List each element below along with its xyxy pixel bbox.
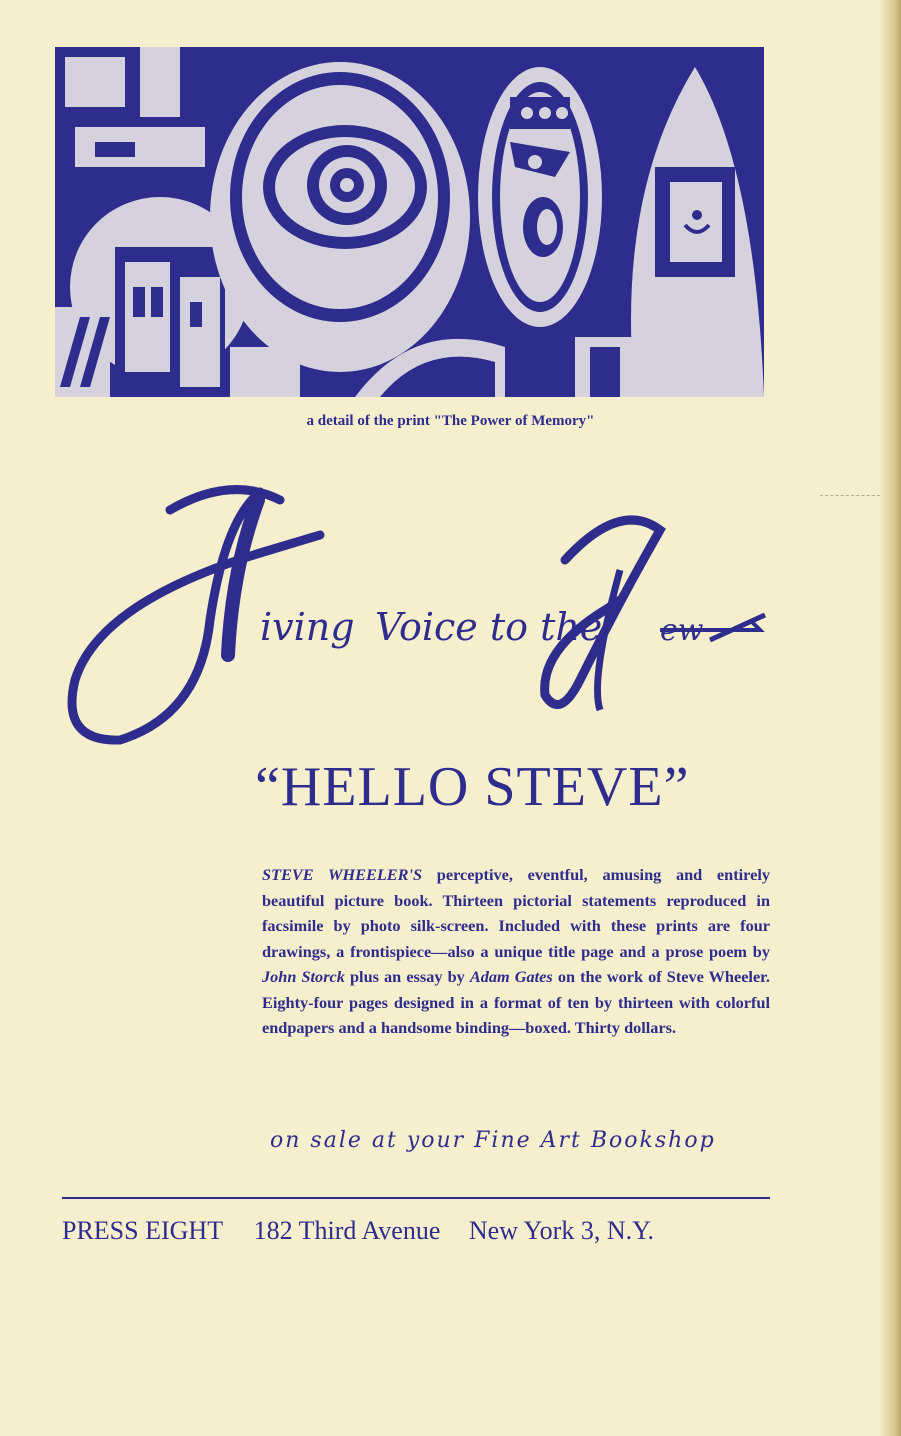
description-part-2: plus an essay by — [344, 967, 470, 986]
divider-rule — [62, 1197, 770, 1199]
artwork-caption: a detail of the print "The Power of Memory" — [306, 413, 595, 429]
sale-line: on sale at your Fine Art Bookshop — [270, 1128, 716, 1153]
poet-name: John Storck — [262, 967, 345, 986]
svg-text:ew: ew — [660, 613, 704, 648]
svg-text:Voice to the: Voice to the — [375, 605, 603, 649]
publisher-address — [62, 1216, 782, 1246]
description-part-3: on the work of Steve Wheeler. Eighty-four pages designed in a format of ten by thirteen with colorful endpapers and a handsome binding—boxed. Thirty dollars. — [262, 967, 770, 1037]
svg-text:iving: iving — [260, 605, 355, 649]
script-title-lettering — [60, 480, 780, 750]
description-part-1: perceptive, eventful, amusing and entirely beautiful picture book. Thirteen pictorial statements reproduced in facsimile by photo silk-screen. Included with these prints are four drawings, a frontispiece—also a unique title page and a prose poem by — [262, 865, 770, 961]
city-address: New York 3, N.Y. — [468, 1216, 655, 1245]
page-edge-shadow — [879, 0, 901, 1436]
script-title — [60, 480, 780, 750]
margin-mark — [820, 495, 880, 497]
book-title: “HELLO STEVE” — [255, 756, 690, 818]
artwork-print-detail — [55, 47, 764, 397]
book-description — [262, 862, 770, 1041]
artwork-illustration — [55, 47, 764, 397]
publisher-name: PRESS EIGHT — [62, 1216, 224, 1245]
essayist-name: Adam Gates — [469, 967, 553, 986]
street-address: 182 Third Avenue — [253, 1216, 441, 1245]
author-name: STEVE WHEELER'S — [262, 865, 423, 884]
